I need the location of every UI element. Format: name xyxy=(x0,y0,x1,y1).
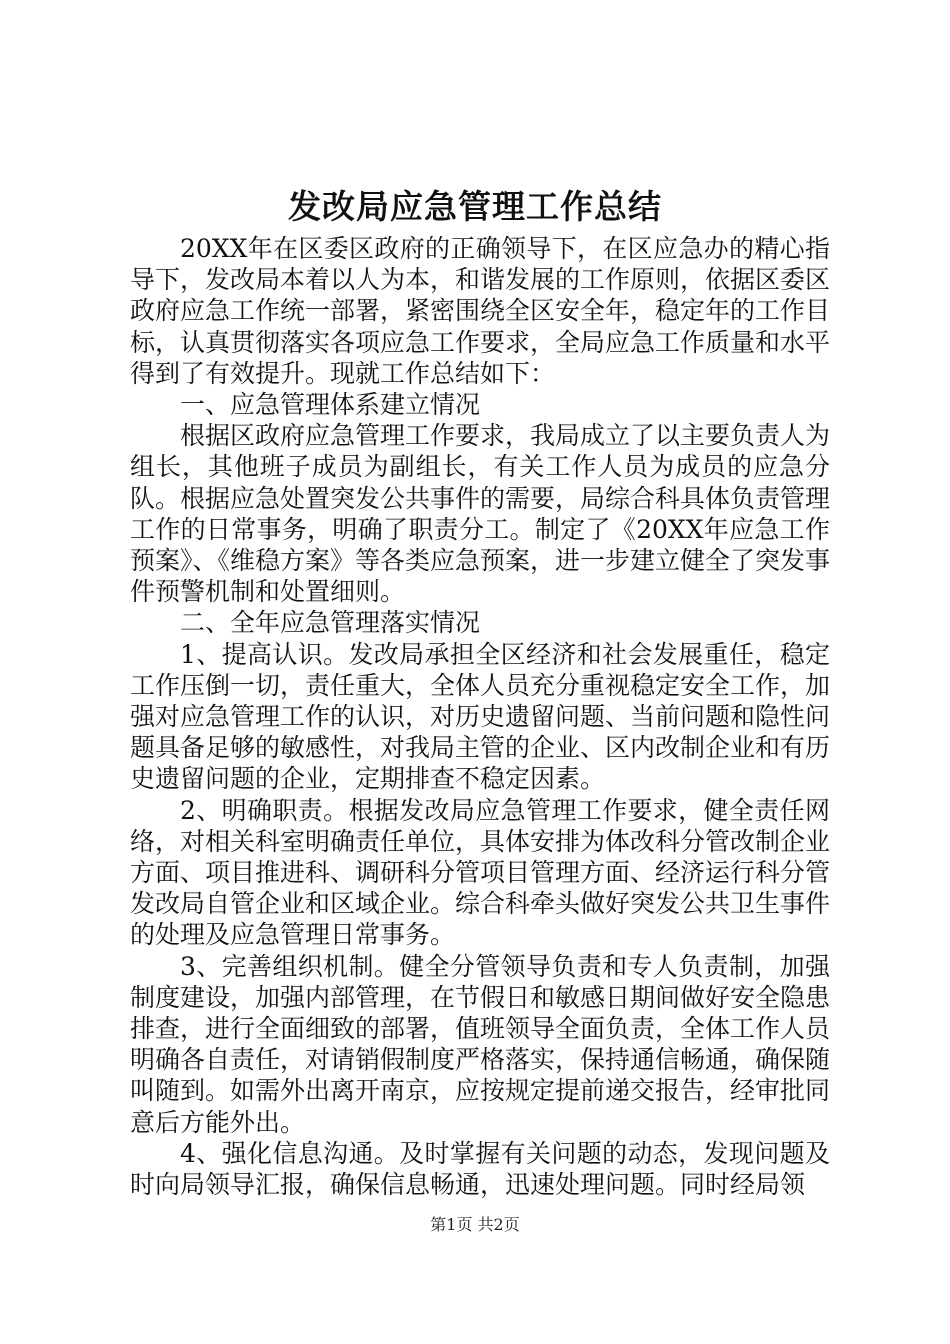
item-3-paragraph: 3、完善组织机制。健全分管领导负责和专人负责制，加强制度建设，加强内部管理，在节假日和敏感日期间做好安全隐患排查，进行全面细致的部署，值班领导全面负责，全体工作人员明确各自责任，对请销假制度严格落实，保持通信畅通，确保随叫随到。如需外出离开南京，应按规定提前递交报告，经审批同意后方能外出。 xyxy=(130,951,831,1137)
item-4-paragraph: 4、强化信息沟通。及时掌握有关问题的动态，发现问题及时向局领导汇报，确保信息畅通，迅速处理问题。同时经局领 xyxy=(130,1138,830,1200)
item-1-paragraph: 1、提高认识。发改局承担全区经济和社会发展重任，稳定工作压倒一切，责任重大，全体人员充分重视稳定安全工作，加强对应急管理工作的认识，对历史遗留问题、当前问题和隐性问题具备足够的敏感性，对我局主管的企业、区内改制企业和有历史遗留问题的企业，定期排查不稳定因素。 xyxy=(130,639,831,794)
document-title: 发改局应急管理工作总结 xyxy=(288,187,662,226)
section-heading-2: 二、全年应急管理落实情况 xyxy=(180,608,481,638)
section1-paragraph: 根据区政府应急管理工作要求，我局成立了以主要负责人为组长，其他班子成员为副组长，有关工作人员为成员的应急分队。根据应急处置突发公共事件的需要，局综合科具体负责管理工作的日常事务，明确了职责分工。制定了《20XX年应急工作预案》、《维稳方案》等各类应急预案，进一步建立健全了突发事件预警机制和处置细则。 xyxy=(130,421,831,607)
page-footer: 第1页 共2页 xyxy=(430,1215,520,1234)
section-heading-1: 一、应急管理体系建立情况 xyxy=(180,390,481,420)
document-body xyxy=(130,233,830,1200)
intro-paragraph: 20XX年在区委区政府的正确领导下，在区应急办的精心指导下，发改局本着以人为本，和谐发展的工作原则，依据区委区政府应急工作统一部署，紧密围绕全区安全年，稳定年的工作目标，认真贯彻落实各项应急工作要求，全局应急工作质量和水平得到了有效提升。现就工作总结如下： xyxy=(130,234,831,388)
item-2-paragraph: 2、明确职责。根据发改局应急管理工作要求，健全责任网络，对相关科室明确责任单位，具体安排为体改科分管改制企业方面、项目推进科、调研科分管项目管理方面、经济运行科分管发改局自管企业和区域企业。综合科牵头做好突发公共卫生事件的处理及应急管理日常事务。 xyxy=(130,795,831,950)
